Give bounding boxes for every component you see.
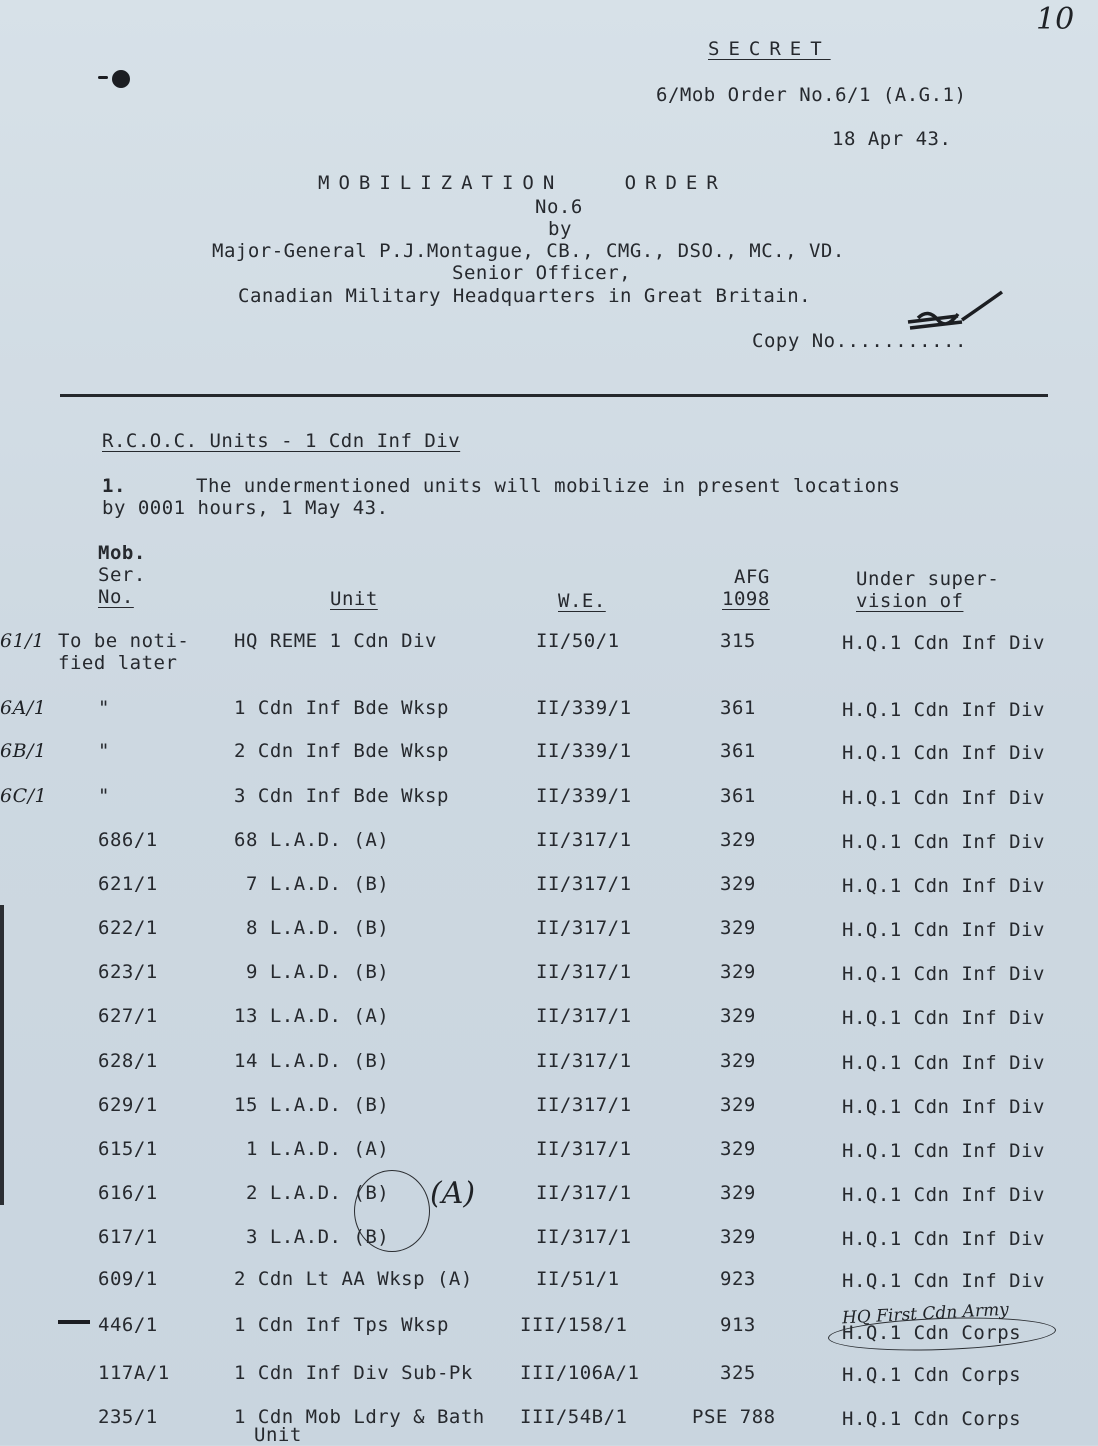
cell-we: II/317/1 (536, 1050, 632, 1072)
margin-serial-note: 61/1 (0, 630, 45, 652)
cell-serial: 622/1 (98, 917, 158, 939)
cell-supervision: H.Q.1 Cdn Inf Div (842, 632, 1045, 654)
cell-unit: 1 Cdn Inf Div Sub-Pk (234, 1362, 473, 1384)
margin-serial-note: 6C/1 (0, 785, 48, 807)
cell-supervision: H.Q.1 Cdn Inf Div (842, 1184, 1045, 1206)
circle-annotation (354, 1170, 430, 1252)
author-office: Senior Officer, (452, 262, 632, 284)
cell-afg: 329 (720, 1005, 756, 1027)
cell-serial: 629/1 (98, 1094, 158, 1116)
cell-unit: 2 Cdn Inf Bde Wksp (234, 740, 449, 762)
cell-afg: PSE 788 (692, 1406, 776, 1428)
cell-supervision: H.Q.1 Cdn Inf Div (842, 919, 1045, 941)
cell-supervision: H.Q.1 Cdn Corps (842, 1408, 1022, 1430)
paragraph-line-2: by 0001 hours, 1 May 43. (102, 497, 389, 519)
paragraph-line-1: The undermentioned units will mobilize in present locations (196, 475, 901, 497)
cell-supervision: H.Q.1 Cdn Inf Div (842, 742, 1045, 764)
table-row (0, 1094, 1098, 1134)
cell-serial: 616/1 (98, 1182, 158, 1204)
cell-supervision: H.Q.1 Cdn Inf Div (842, 699, 1045, 721)
order-reference: 6/Mob Order No.6/1 (A.G.1) (656, 84, 967, 106)
header-supervision-2: vision of (856, 590, 964, 612)
cell-unit: 13 L.A.D. (A) (234, 1005, 390, 1027)
ink-blot (112, 70, 130, 88)
cell-afg: 325 (720, 1362, 756, 1384)
cell-serial: 446/1 (98, 1314, 158, 1336)
header-afg-2: 1098 (722, 588, 770, 610)
table-row (0, 917, 1098, 957)
header-serial-2: Ser. (98, 564, 146, 586)
header-afg-1: AFG (734, 566, 770, 588)
cell-supervision: H.Q.1 Cdn Inf Div (842, 1270, 1045, 1292)
cell-afg: 361 (720, 697, 756, 719)
cell-we: II/317/1 (536, 1138, 632, 1160)
cell-unit: 2 L.A.D. (B) (234, 1182, 390, 1204)
copy-number: Copy No........... (752, 330, 967, 352)
table-row (0, 1138, 1098, 1178)
header-serial-3: No. (98, 586, 134, 608)
dash-mark (58, 1320, 90, 1324)
table-row (0, 740, 1098, 780)
cell-we: II/317/1 (536, 1182, 632, 1204)
cell-we: II/339/1 (536, 697, 632, 719)
cell-unit: 9 L.A.D. (B) (234, 961, 390, 983)
cell-supervision: H.Q.1 Cdn Inf Div (842, 1096, 1045, 1118)
table-row (0, 697, 1098, 737)
order-number: No.6 (535, 196, 583, 218)
cell-supervision: H.Q.1 Cdn Inf Div (842, 1052, 1045, 1074)
cell-unit: 1 Cdn Inf Bde Wksp (234, 697, 449, 719)
cell-we: II/317/1 (536, 1226, 632, 1248)
cell-serial: 623/1 (98, 961, 158, 983)
table-row (0, 1362, 1098, 1402)
cell-unit: 1 Cdn Inf Tps Wksp (234, 1314, 449, 1336)
cell-unit: HQ REME 1 Cdn Div (234, 630, 437, 652)
cell-serial-cont: fied later (58, 652, 178, 674)
cell-we: II/317/1 (536, 917, 632, 939)
hq-correction-note: HQ First Cdn Army (841, 1299, 1010, 1329)
cell-unit-cont: Unit (254, 1424, 302, 1446)
margin-bar (0, 905, 4, 1205)
cell-supervision: H.Q.1 Cdn Inf Div (842, 1007, 1045, 1029)
cell-afg: 329 (720, 1094, 756, 1116)
cell-serial: " (98, 785, 110, 807)
cell-unit: 8 L.A.D. (B) (234, 917, 390, 939)
cell-unit: 7 L.A.D. (B) (234, 873, 390, 895)
cell-afg: 329 (720, 917, 756, 939)
cell-supervision: H.Q.1 Cdn Inf Div (842, 787, 1045, 809)
cell-serial: 617/1 (98, 1226, 158, 1248)
cell-serial: " (98, 697, 110, 719)
order-date: 18 Apr 43. (832, 128, 952, 150)
paragraph-number: 1. (102, 475, 126, 497)
cell-afg: 329 (720, 961, 756, 983)
cell-unit: 3 Cdn Inf Bde Wksp (234, 785, 449, 807)
table-row (0, 829, 1098, 869)
ink-speck (98, 76, 108, 79)
cell-afg: 329 (720, 1138, 756, 1160)
cell-we: III/106A/1 (520, 1362, 640, 1384)
margin-serial-note: 6B/1 (0, 740, 47, 762)
order-author: Major-General P.J.Montague, CB., CMG., DSO., MC., VD. (212, 240, 845, 262)
header-serial-1: Mob. (98, 542, 146, 564)
cell-serial: 609/1 (98, 1268, 158, 1290)
cell-unit: 14 L.A.D. (B) (234, 1050, 390, 1072)
cell-supervision: H.Q.1 Cdn Inf Div (842, 1140, 1045, 1162)
cell-we: III/158/1 (520, 1314, 628, 1336)
cell-serial: 615/1 (98, 1138, 158, 1160)
cell-we: II/317/1 (536, 1094, 632, 1116)
cell-afg: 315 (720, 630, 756, 652)
cell-unit: 68 L.A.D. (A) (234, 829, 390, 851)
author-hq: Canadian Military Headquarters in Great Britain. (238, 285, 812, 307)
cell-afg: 329 (720, 1182, 756, 1204)
cell-afg: 913 (720, 1314, 756, 1336)
cell-serial: 686/1 (98, 829, 158, 851)
cell-unit: 1 Cdn Mob Ldry & Bath (234, 1406, 485, 1428)
header-unit: Unit (330, 588, 378, 610)
cell-afg: 923 (720, 1268, 756, 1290)
cell-afg: 329 (720, 873, 756, 895)
header-divider (60, 394, 1048, 397)
cell-supervision: H.Q.1 Cdn Corps (842, 1322, 1022, 1344)
cell-serial: 621/1 (98, 873, 158, 895)
table-row (0, 1182, 1098, 1222)
table-row (0, 1406, 1098, 1446)
table-row (0, 630, 1098, 674)
table-row (0, 1050, 1098, 1090)
cell-afg: 329 (720, 829, 756, 851)
cell-supervision: H.Q.1 Cdn Inf Div (842, 831, 1045, 853)
cell-afg: 361 (720, 785, 756, 807)
cell-we: II/50/1 (536, 630, 620, 652)
cell-we: II/339/1 (536, 740, 632, 762)
section-heading: R.C.O.C. Units - 1 Cdn Inf Div (102, 430, 461, 452)
copy-number-scribble (898, 290, 1008, 340)
table-row (0, 961, 1098, 1001)
cell-unit: 15 L.A.D. (B) (234, 1094, 390, 1116)
cell-afg: 329 (720, 1226, 756, 1248)
table-row (0, 1226, 1098, 1266)
cell-we: II/339/1 (536, 785, 632, 807)
margin-serial-note: 6A/1 (0, 697, 47, 719)
cell-supervision: H.Q.1 Cdn Corps (842, 1364, 1022, 1386)
cell-serial: 627/1 (98, 1005, 158, 1027)
cell-serial: To be noti- (58, 630, 190, 652)
classification-label: SECRET (708, 38, 831, 60)
table-row (0, 1005, 1098, 1045)
cell-afg: 329 (720, 1050, 756, 1072)
circled-letter-annotation: (A) (430, 1176, 476, 1211)
cell-we: II/317/1 (536, 873, 632, 895)
cell-supervision: H.Q.1 Cdn Inf Div (842, 1228, 1045, 1250)
cell-serial: 235/1 (98, 1406, 158, 1428)
cell-serial: 117A/1 (98, 1362, 170, 1384)
order-heading: MOBILIZATION ORDER (318, 172, 727, 194)
table-row (0, 785, 1098, 825)
cell-unit: 2 Cdn Lt AA Wksp (A) (234, 1268, 473, 1290)
cell-we: II/317/1 (536, 961, 632, 983)
cell-we: II/317/1 (536, 829, 632, 851)
table-row (0, 1268, 1098, 1308)
header-we: W.E. (558, 590, 606, 612)
table-row (0, 873, 1098, 913)
cell-afg: 361 (720, 740, 756, 762)
cell-we: II/51/1 (536, 1268, 620, 1290)
order-by: by (548, 218, 572, 240)
cell-serial: 628/1 (98, 1050, 158, 1072)
page-number: 10 (1036, 2, 1075, 37)
cell-unit: 1 L.A.D. (A) (234, 1138, 390, 1160)
cell-unit: 3 L.A.D. (B) (234, 1226, 390, 1248)
header-supervision-1: Under super- (856, 568, 1000, 590)
cell-supervision: H.Q.1 Cdn Inf Div (842, 875, 1045, 897)
cell-serial: " (98, 740, 110, 762)
cell-we: III/54B/1 (520, 1406, 628, 1428)
cell-we: II/317/1 (536, 1005, 632, 1027)
cell-supervision: H.Q.1 Cdn Inf Div (842, 963, 1045, 985)
